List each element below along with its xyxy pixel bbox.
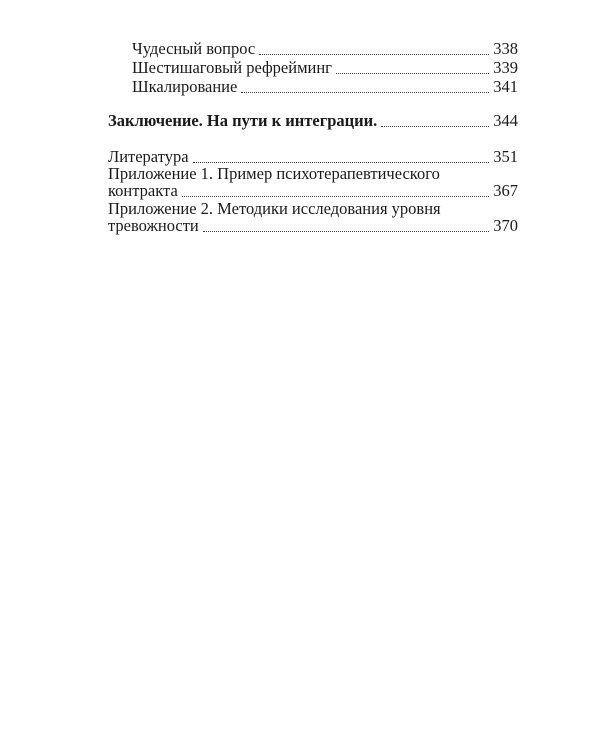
toc-entry-title: Заключение. На пути к интеграции. [108,111,378,130]
toc-entry-appendix1-line1: Приложение 1. Пример психотерапевтического [108,164,440,183]
dot-leader [381,110,489,132]
toc-entry-scaling [132,76,518,98]
toc-entry-page: 370 [493,216,518,235]
toc-entry-page: 338 [493,39,518,58]
toc-entry-title: Шестишаговый рефрейминг [132,58,332,77]
toc-entry-page: 351 [493,147,518,166]
toc-entry-conclusion [108,110,518,132]
toc-entry-appendix2-line1: Приложение 2. Методики исследования уровня [108,199,441,218]
toc-entry-page: 367 [493,181,518,200]
dot-leader [241,76,489,98]
toc-entry-title: тревожности [108,216,199,235]
toc-entry-title: Литература [108,147,189,166]
toc-entry-page: 344 [493,111,518,130]
toc-entry-page: 341 [493,77,518,96]
toc-entry-page: 339 [493,58,518,77]
toc-entry-appendix2 [108,215,518,237]
toc-entry-title: контракта [108,181,178,200]
toc-entry-title: Шкалирование [132,77,238,96]
dot-leader [203,215,489,237]
toc-entry-title: Чудесный вопрос [132,39,256,58]
